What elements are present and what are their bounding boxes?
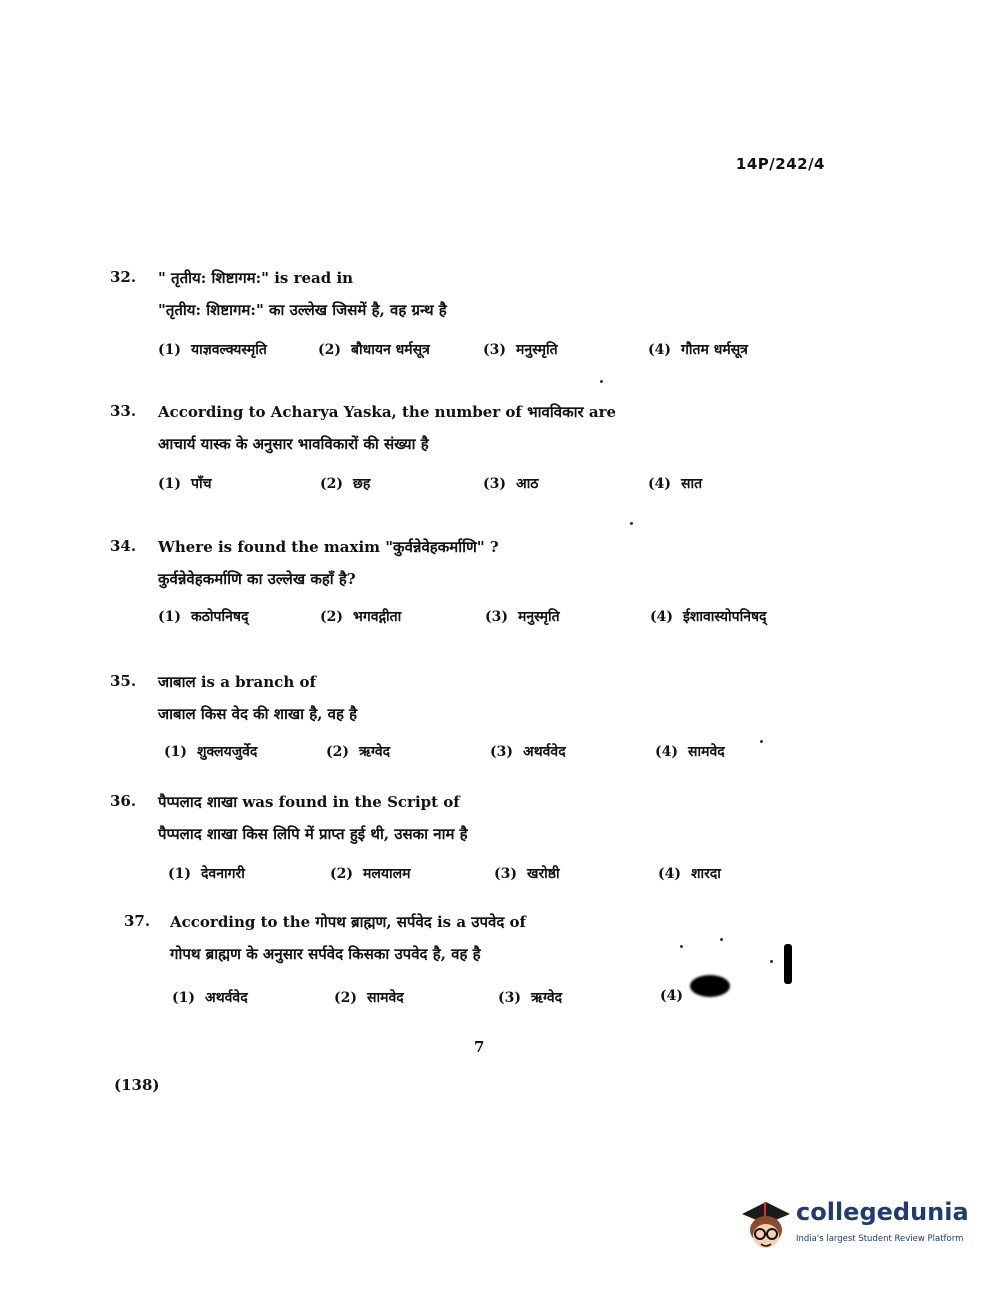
question-text-hi: गोपथ ब्राह्मण के अनुसार सर्पवेद किसका उपवेद है, वह है [170, 945, 481, 963]
paper-code: 14P/242/4 [735, 155, 825, 173]
question-32 [110, 268, 870, 368]
question-number: 36. [110, 792, 137, 810]
option-3: (3) अथर्ववेद [490, 744, 566, 760]
question-33 [110, 402, 870, 502]
question-number: 37. [124, 912, 151, 930]
question-number: 34. [110, 537, 137, 555]
question-text-en: पैप्पलाद शाखा was found in the Script of [158, 793, 460, 811]
option-3: (3) मनुस्मृति [485, 609, 560, 625]
option-4: (4) गौतम धर्मसूत्र [648, 342, 748, 358]
option-4: (4) [660, 988, 683, 1004]
page-number: 7 [474, 1038, 485, 1056]
question-text-hi: पैप्पलाद शाखा किस लिपि में प्राप्त हुई थी, उसका नाम है [158, 825, 468, 843]
option-2: (2) छह [320, 476, 371, 492]
question-text-hi: कुर्वन्नेवेहकर्माणि का उल्लेख कहाँ है? [158, 570, 356, 588]
question-text-en: " तृतीय: शिष्टागम:" is read in [158, 269, 354, 287]
logo-name: collegedunia [796, 1198, 969, 1226]
ink-mark [784, 944, 792, 984]
option-2: (2) बौधायन धर्मसूत्र [318, 342, 430, 358]
question-text-en: जाबाल is a branch of [158, 673, 316, 691]
mascot-icon [738, 1196, 794, 1256]
speck [770, 960, 773, 963]
speck [720, 938, 723, 941]
question-text-en: According to the गोपथ ब्राह्मण, सर्पवेद is a उपवेद of [170, 913, 527, 931]
speck [600, 380, 603, 383]
option-1: (1) याज्ञवल्क्यस्मृति [158, 342, 267, 358]
option-1: (1) कठोपनिषद् [158, 609, 249, 625]
option-1: (1) पाँच [158, 476, 212, 492]
option-4: (4) सात [648, 476, 703, 492]
options [158, 742, 808, 766]
question-number: 35. [110, 672, 137, 690]
speck [760, 740, 763, 743]
option-4: (4) ईशावास्योपनिषद् [650, 609, 767, 625]
footer-code: (138) [114, 1076, 160, 1094]
speck [680, 945, 683, 948]
speck [630, 522, 633, 525]
logo-tagline: India's largest Student Review Platform [796, 1234, 964, 1244]
options [158, 340, 808, 364]
question-text-hi: आचार्य यास्क के अनुसार भावविकारों की संख्या है [158, 435, 429, 453]
option-2: (2) सामवेद [334, 990, 404, 1006]
option-3: (3) आठ [483, 476, 539, 492]
question-37 [110, 912, 870, 1012]
options [158, 474, 808, 498]
option-2: (2) ऋग्वेद [326, 744, 391, 760]
question-36 [110, 792, 870, 892]
option-1: (1) अथर्ववेद [172, 990, 248, 1006]
option-4: (4) सामवेद [655, 744, 725, 760]
options [158, 607, 808, 631]
option-4: (4) शारदा [658, 866, 721, 882]
question-number: 32. [110, 268, 137, 286]
option-2: (2) भगवद्गीता [320, 609, 402, 625]
option-2: (2) मलयालम [330, 866, 411, 882]
option-3: (3) ऋग्वेद [498, 990, 563, 1006]
options [158, 864, 808, 888]
option-1: (1) देवनागरी [168, 866, 245, 882]
question-34 [110, 537, 870, 637]
collegedunia-logo [738, 1196, 968, 1256]
question-35 [110, 672, 870, 772]
option-3: (3) खरोष्ठी [494, 866, 560, 882]
question-number: 33. [110, 402, 137, 420]
option-3: (3) मनुस्मृति [483, 342, 558, 358]
option-1: (1) शुक्लयजुर्वेद [164, 744, 258, 760]
ink-smudge [690, 975, 730, 997]
question-text-en: Where is found the maxim "कुर्वन्नेवेहकर्माणि" ? [158, 538, 499, 556]
question-text-en: According to Acharya Yaska, the number of भावविकार are [158, 403, 617, 421]
question-text-hi: "तृतीय: शिष्टागम:" का उल्लेख जिसमें है, वह ग्रन्थ है [158, 301, 447, 319]
question-text-hi: जाबाल किस वेद की शाखा है, वह है [158, 705, 358, 723]
